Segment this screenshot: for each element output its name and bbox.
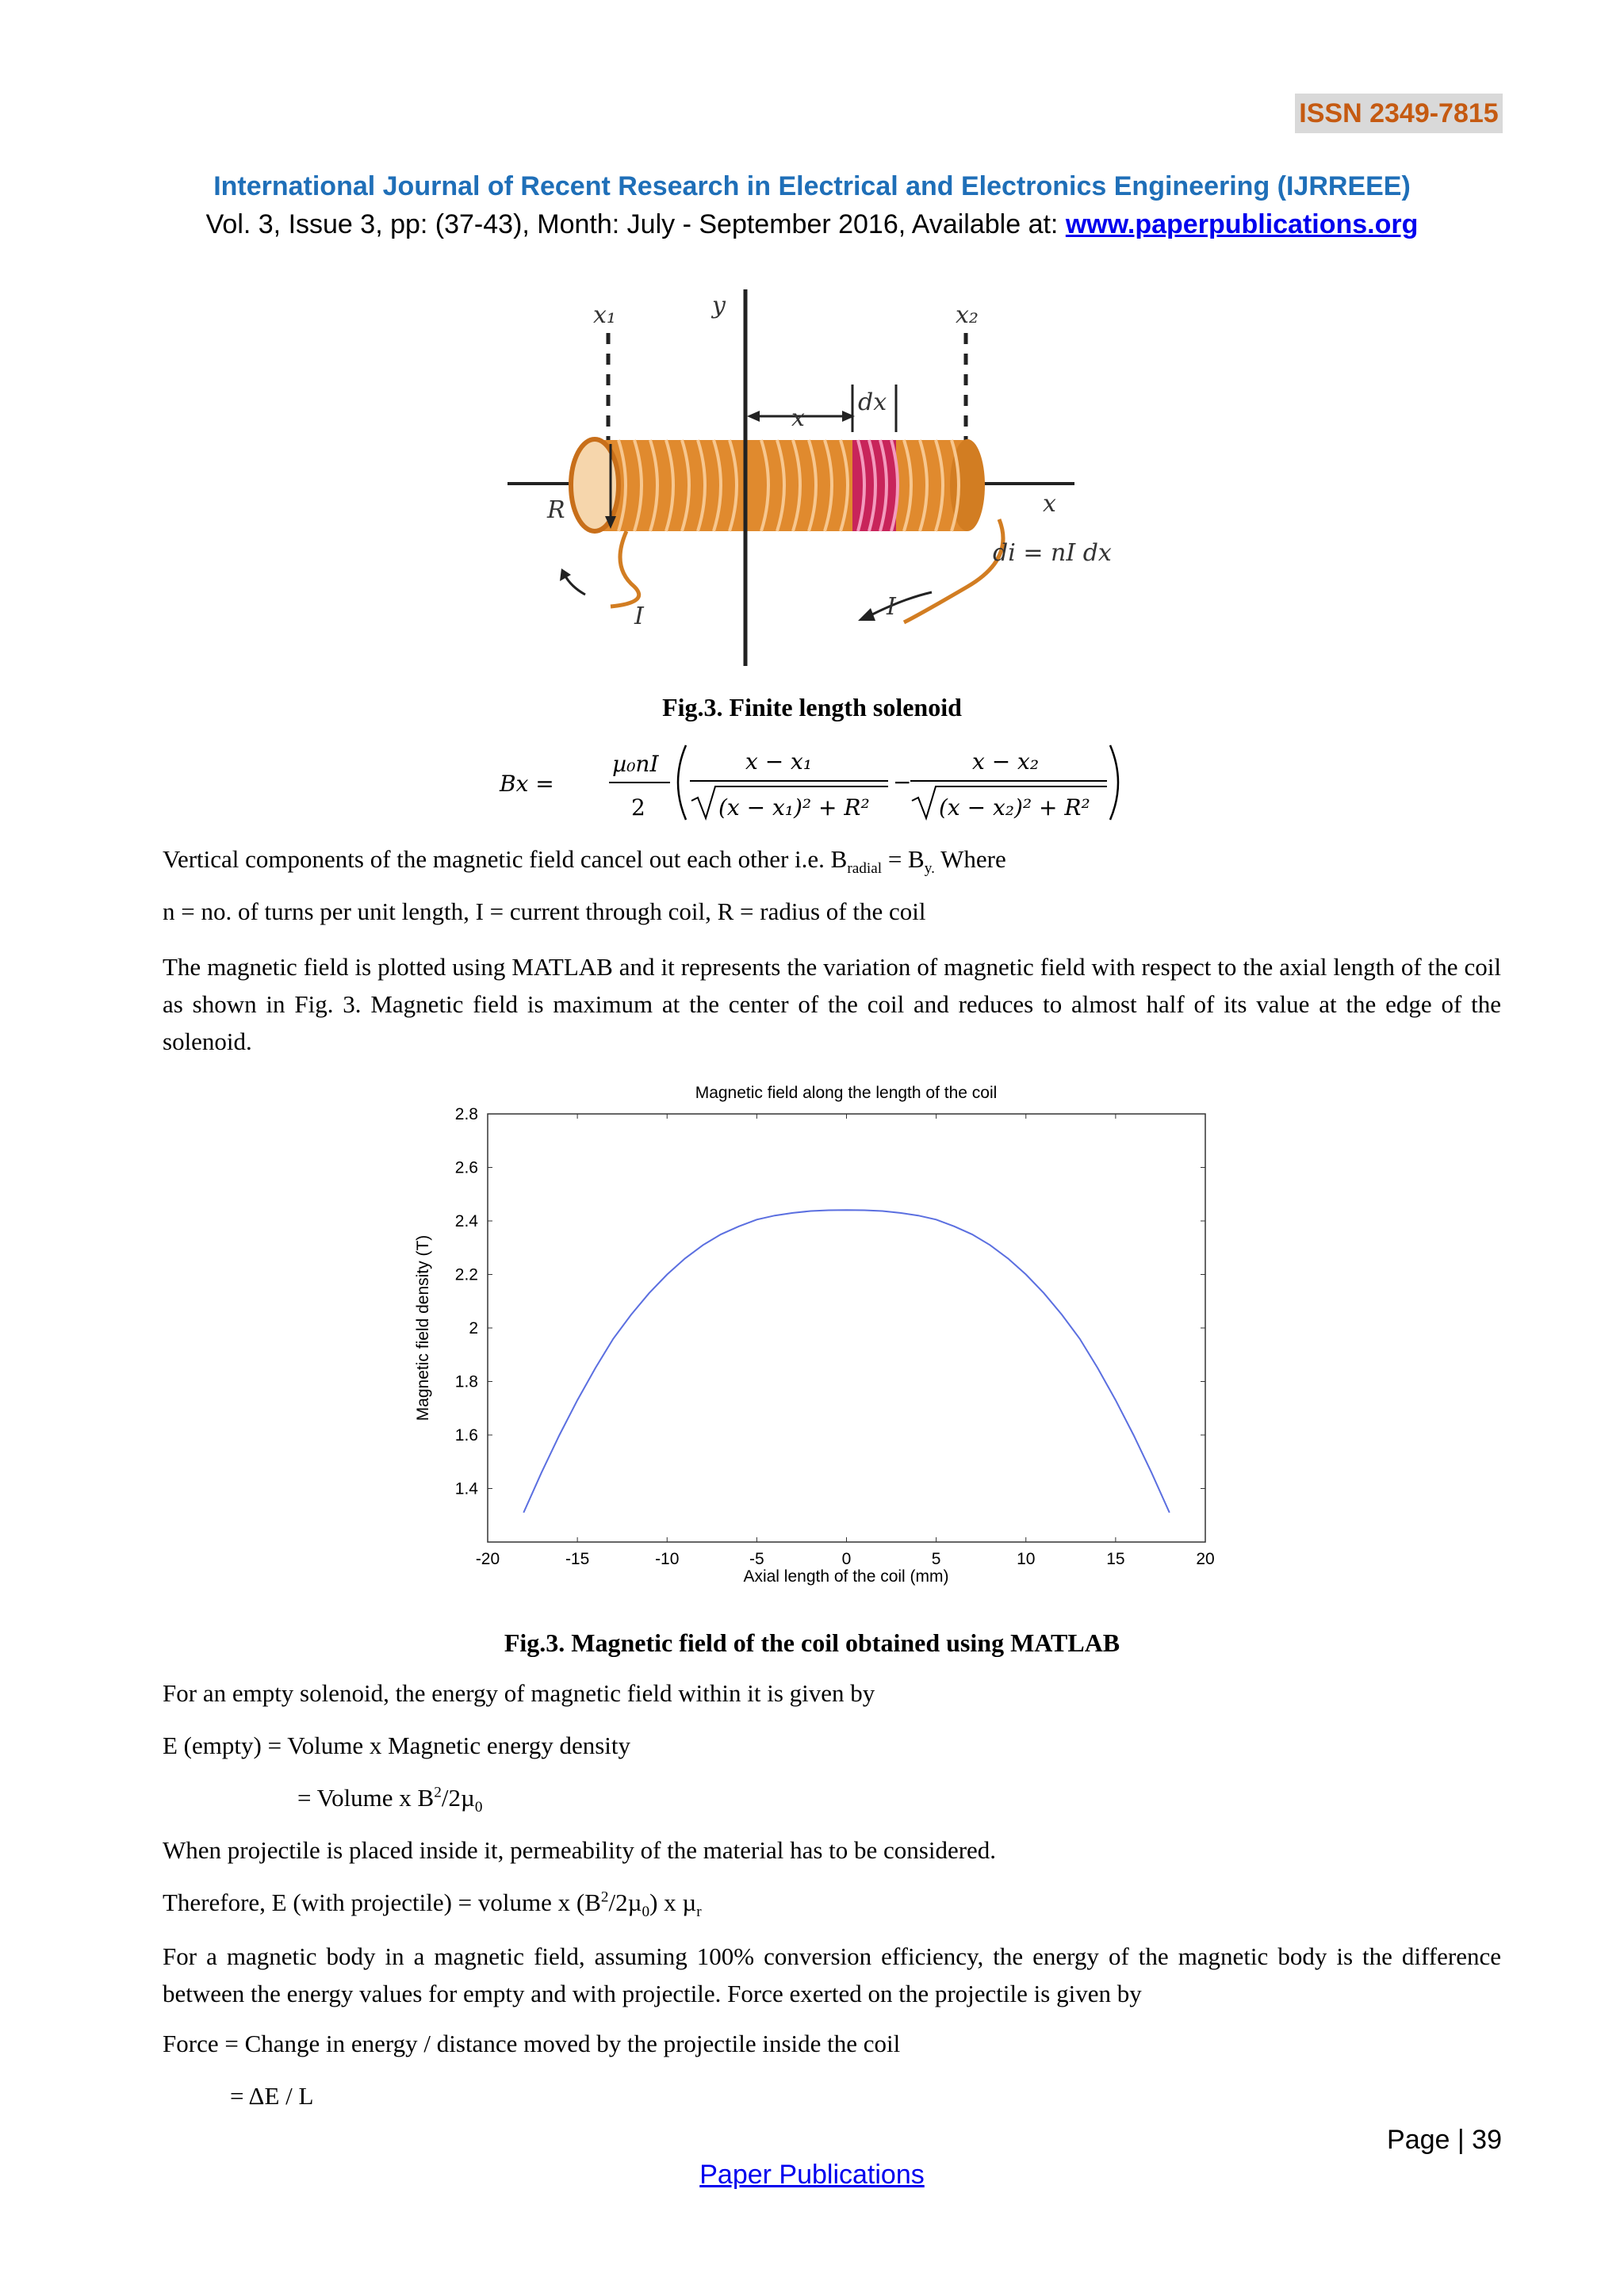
label-R: R xyxy=(547,496,565,524)
journal-info xyxy=(0,209,1624,240)
p8-text-b: /2µ xyxy=(608,1888,642,1916)
chart-ylabel: Magnetic field density (T) xyxy=(414,1234,432,1422)
y-tick-label: 2.4 xyxy=(454,1212,478,1230)
paragraph-empty-solenoid: For an empty solenoid, the energy of magnetic field within it is given by xyxy=(163,1679,875,1707)
current-arrow-left xyxy=(565,575,585,595)
y-tick-label: 2 xyxy=(469,1319,478,1337)
p8-sub: 0 xyxy=(642,1904,650,1921)
journal-title: International Journal of Recent Research in Electrical and Electronics Engineering (IJRREEE) xyxy=(213,171,1411,201)
p6-sup: 2 xyxy=(434,1784,442,1801)
p1-text-a: Vertical components of the magnetic field cancel out each other i.e. B xyxy=(163,845,848,873)
eq-coef-den: 2 xyxy=(631,794,645,821)
x-tick-label: -15 xyxy=(565,1550,590,1568)
y-tick-label: 1.8 xyxy=(454,1372,478,1391)
label-dx: dx xyxy=(858,388,887,416)
equation-e-projectile xyxy=(163,1888,702,1921)
coil-body xyxy=(571,439,985,531)
eq-lhs: Bx = xyxy=(500,771,554,797)
equation-force: Force = Change in energy / distance moved by the projectile inside the coil xyxy=(163,2030,901,2057)
eq-coef-num: µ₀nI xyxy=(612,751,659,777)
paragraph-projectile: When projectile is placed inside it, permeability of the material has to be considered. xyxy=(163,1836,997,1864)
label-y: y xyxy=(712,292,726,320)
p1-sub-radial: radial xyxy=(847,860,883,878)
p1-text-c: Where xyxy=(934,845,1006,873)
equation-delta-e: = ΔE / L xyxy=(230,2082,314,2110)
x-tick-label: -20 xyxy=(475,1550,500,1568)
x-tick-label: -10 xyxy=(655,1550,680,1568)
eq-term1-num: x − x₁ xyxy=(745,748,813,775)
x-tick-label: 20 xyxy=(1196,1550,1215,1568)
footer xyxy=(0,2160,1624,2191)
y-tick-label: 1.4 xyxy=(454,1479,478,1498)
p1-text-b: = B xyxy=(882,845,925,873)
eq-term1-den: (x − x₁)² + R² xyxy=(718,794,870,821)
y-tick-label: 1.6 xyxy=(454,1426,478,1445)
chart-xlabel: Axial length of the coil (mm) xyxy=(743,1567,949,1586)
paragraph-definitions: n = no. of turns per unit length, I = current through coil, R = radius of the coil xyxy=(163,897,926,925)
label-x2: x₂ xyxy=(956,301,979,329)
figure2-caption: Fig.3. Magnetic field of the coil obtained using MATLAB xyxy=(504,1628,1120,1657)
equation-volume-b2 xyxy=(297,1784,482,1816)
x-tick-label: 0 xyxy=(841,1550,852,1568)
label-x-axis: x xyxy=(1043,490,1056,518)
label-x1: x₁ xyxy=(593,301,616,329)
y-tick-label: 2.2 xyxy=(454,1265,478,1284)
p6-text-b: /2µ xyxy=(441,1784,475,1812)
figure1-caption: Fig.3. Finite length solenoid xyxy=(662,693,962,721)
lead-wire-right xyxy=(904,519,1003,622)
x-tick-label: 15 xyxy=(1106,1550,1125,1568)
series-line-B xyxy=(523,1210,1170,1513)
eq-minus: − xyxy=(893,769,912,795)
p6-sub: 0 xyxy=(474,1799,483,1816)
x-tick-label: -5 xyxy=(749,1550,764,1568)
label-I-right: I xyxy=(887,593,896,621)
journal-link[interactable]: www.paperpublications.org xyxy=(1065,209,1419,239)
label-di: di = nI dx xyxy=(993,539,1112,567)
issn-badge: ISSN 2349-7815 xyxy=(1295,94,1503,133)
lead-wire-left xyxy=(611,531,639,607)
label-I-left: I xyxy=(634,603,644,630)
y-tick-label: 2.6 xyxy=(454,1158,478,1177)
solenoid-figure xyxy=(492,281,1174,670)
p8-sup: 2 xyxy=(600,1888,609,1906)
p8-text-a: Therefore, E (with projectile) = volume x (B xyxy=(163,1888,601,1916)
page-number: Page | 39 xyxy=(1387,2125,1502,2155)
paragraph-matlab: The magnetic field is plotted using MATLAB and it represents the variation of magnetic field with respect to the axial length of the coil as shown in Fig. 3. Magnetic field is maximum at the center of the coil and reduces to almost half of its value at the edge of the solenoid. xyxy=(163,953,1501,1055)
eq-term2-den: (x − x₂)² + R² xyxy=(939,794,1090,821)
paragraph-magnetic-body: For a magnetic body in a magnetic field, assuming 100% conversion efficiency, the energy of the magnetic body is the difference between the energy values for empty and with projectile. Force exerted on the projectile is given by xyxy=(163,1942,1501,2007)
plot-frame xyxy=(488,1114,1205,1542)
p8-text-c: ) x µ xyxy=(649,1888,697,1916)
x-tick-label: 10 xyxy=(1017,1550,1036,1568)
label-x-arrow: x xyxy=(791,404,805,432)
paragraph-vertical-components xyxy=(163,845,1006,878)
publisher-link[interactable]: Paper Publications xyxy=(699,2160,925,2190)
chart-title: Magnetic field along the length of the coil xyxy=(695,1084,998,1102)
journal-info-text: Vol. 3, Issue 3, pp: (37-43), Month: July - September 2016, Available at: xyxy=(205,209,1066,239)
eq-term2-num: x − x₂ xyxy=(972,748,1040,775)
x-tick-label: 5 xyxy=(931,1550,941,1568)
y-tick-label: 2.8 xyxy=(454,1105,478,1123)
p6-text-a: = Volume x B xyxy=(297,1784,435,1812)
magnetic-field-chart xyxy=(404,1074,1229,1598)
p8-sub-r: r xyxy=(696,1904,702,1921)
equation-e-empty: E (empty) = Volume x Magnetic energy density xyxy=(163,1732,631,1759)
p1-sub-y: y. xyxy=(924,860,935,878)
field-equation xyxy=(492,737,1126,828)
